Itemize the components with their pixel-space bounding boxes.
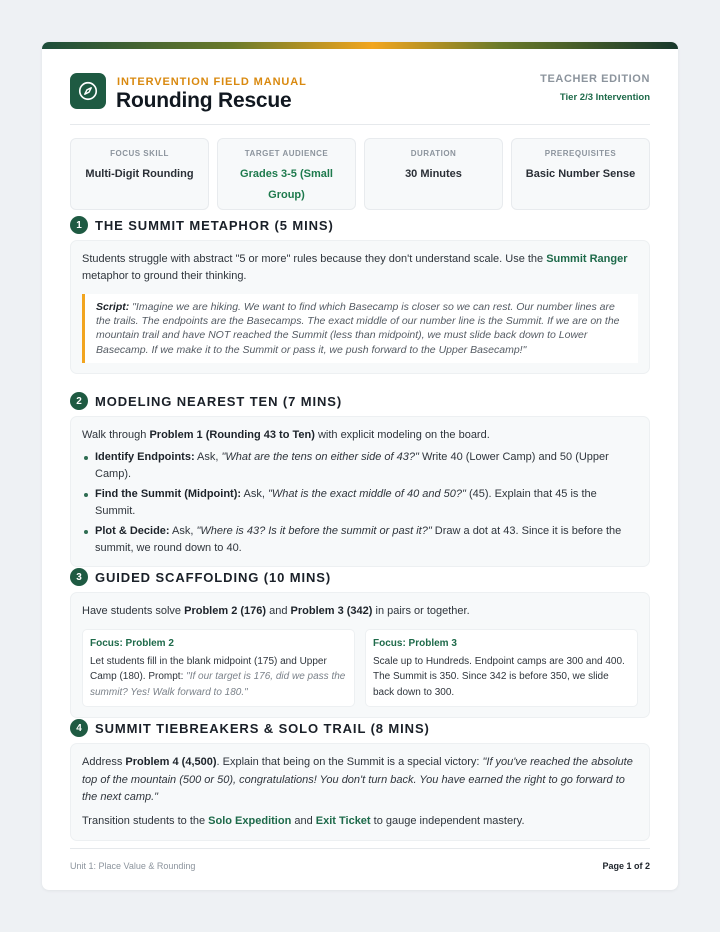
section-3-intro xyxy=(82,603,638,620)
section-2-body xyxy=(70,416,650,567)
header-divider xyxy=(70,124,650,125)
stat-duration xyxy=(364,138,503,210)
card-prompt: "If our target is 176, did we pass the summit? Yes! Walk forward to 180." xyxy=(90,671,346,698)
page-header xyxy=(70,73,650,125)
stat-label: DURATION xyxy=(410,149,457,158)
stat-value: Basic Number Sense xyxy=(525,168,636,180)
step-head: Find the Summit (Midpoint): xyxy=(95,488,242,500)
stat-target-audience xyxy=(217,138,356,210)
stat-label: PREREQUISITES xyxy=(544,149,617,158)
list-item xyxy=(82,523,638,556)
section-1-heading xyxy=(70,215,334,235)
stats-row xyxy=(70,138,650,210)
section-number: 2 xyxy=(70,392,88,410)
accent-bar xyxy=(42,42,678,49)
stat-value: Multi-Digit Rounding xyxy=(85,168,194,180)
focus-problem-3-card xyxy=(365,629,638,707)
footer-page-number: Page 1 of 2 xyxy=(602,861,650,871)
section-1-body xyxy=(70,240,650,374)
card-title: Focus: Problem 2 xyxy=(90,638,174,649)
section-number: 3 xyxy=(70,568,88,586)
intro-text: with explicit modeling on the board. xyxy=(314,429,490,441)
summit-ranger-highlight: Summit Ranger xyxy=(546,253,628,265)
step-head: Identify Endpoints: xyxy=(95,451,195,463)
paragraph-text: and xyxy=(291,814,316,827)
section-title: MODELING NEAREST TEN (7 MINS) xyxy=(95,393,343,409)
section-4-paragraph-2 xyxy=(82,813,638,830)
problem-3-ref: Problem 3 (342) xyxy=(290,605,373,617)
paragraph-text: Transition students to the xyxy=(82,814,209,827)
manual-page xyxy=(42,42,678,890)
step-text: Draw a dot at 43. Since it is before the summit, we round down to 40. xyxy=(95,525,622,554)
intro-text: Walk through xyxy=(82,429,150,441)
section-title: GUIDED SCAFFOLDING (10 MINS) xyxy=(95,569,332,585)
intro-text: metaphor to ground their thinking. xyxy=(82,270,247,282)
section-2-heading xyxy=(70,391,342,411)
card-title: Focus: Problem 3 xyxy=(373,638,457,649)
section-title: THE SUMMIT METAPHOR (5 MINS) xyxy=(95,217,334,233)
stat-prerequisites xyxy=(511,138,650,210)
step-head: Plot & Decide: xyxy=(95,525,170,537)
list-item xyxy=(82,449,638,482)
section-4-heading xyxy=(70,718,430,738)
footer-divider xyxy=(70,848,650,849)
modeling-steps xyxy=(82,449,638,556)
focus-columns xyxy=(82,629,638,707)
section-4-paragraph-1 xyxy=(82,754,638,807)
paragraph-text: to gauge independent mastery. xyxy=(370,814,525,827)
stat-label: TARGET AUDIENCE xyxy=(244,149,329,158)
intro-text: Have students solve xyxy=(82,605,185,617)
step-text: (45). Explain that 45 is the Summit. xyxy=(95,488,597,517)
edition-label: TEACHER EDITION xyxy=(540,73,650,85)
section-1-intro xyxy=(82,251,638,285)
step-quote: "What are the tens on either side of 43?" xyxy=(221,451,419,463)
intro-text: in pairs or together. xyxy=(372,605,470,617)
exit-ticket-highlight: Exit Ticket xyxy=(315,814,371,827)
paragraph-text: . Explain that being on the Summit is a special victory: xyxy=(216,756,483,768)
step-quote: "Where is 43? Is it before the summit or past it?" xyxy=(196,525,432,537)
step-text: Write 40 (Lower Camp) and 50 (Upper Camp). xyxy=(95,451,609,480)
card-body: Scale up to Hundreds. Endpoint camps are 300 and 400. The Summit is 350. Since 342 is before 350, we slide back down to 300. xyxy=(373,655,625,698)
card-body: Let students fill in the blank midpoint (175) and Upper Camp (180). Prompt: xyxy=(90,655,327,682)
stat-label: FOCUS SKILL xyxy=(110,149,169,158)
list-item xyxy=(82,486,638,519)
section-number: 4 xyxy=(70,719,88,737)
intro-text: and xyxy=(266,605,291,617)
step-text: Ask, xyxy=(194,451,222,463)
stat-focus-skill xyxy=(70,138,209,210)
problem-4-ref: Problem 4 (4,500) xyxy=(125,756,217,768)
paragraph-text: Address xyxy=(82,756,126,768)
page-title: Rounding Rescue xyxy=(116,89,292,112)
card-text xyxy=(90,654,347,701)
section-3-body xyxy=(70,592,650,718)
step-text: Ask, xyxy=(241,488,268,500)
section-number: 1 xyxy=(70,216,88,234)
step-text: Ask, xyxy=(169,525,197,537)
script-text: "Imagine we are hiking. We want to find which Basecamp is closer so we can rest. Our number lines are the trails. The endpoints are the Basecamps. The exact middle of our number line is the Summit. If we are on the mountain trail and have NOT reached the Summit (less than midpoint), we must slide back down to Lower Basecamp. If we make it to the Summit or pass it, we push forward to the Upper Basecamp!" xyxy=(96,301,620,356)
focus-problem-2-card xyxy=(82,629,355,707)
section-3-heading xyxy=(70,567,331,587)
paragraph-quote: "If you've reached the absolute top of the mountain (500 or 50), congratulations! You don't turn back. You have earned the right to go forward to the next camp." xyxy=(82,756,633,803)
problem-2-ref: Problem 2 (176) xyxy=(184,605,267,617)
stat-value: Grades 3-5 (Small Group) xyxy=(240,168,333,201)
script-label: Script: xyxy=(96,301,130,313)
compass-icon xyxy=(70,73,106,109)
section-title: SUMMIT TIEBREAKERS & SOLO TRAIL (8 MINS) xyxy=(95,720,430,736)
footer-unit: Unit 1: Place Value & Rounding xyxy=(70,861,196,871)
intro-text: Students struggle with abstract "5 or more" rules because they don't understand scale. Use the xyxy=(82,253,547,265)
stat-value: 30 Minutes xyxy=(405,168,462,180)
solo-expedition-highlight: Solo Expedition xyxy=(208,814,292,827)
manual-kicker: INTERVENTION FIELD MANUAL xyxy=(117,76,307,88)
teacher-script xyxy=(82,294,638,363)
step-quote: "What is the exact middle of 40 and 50?" xyxy=(267,488,466,500)
section-4-body xyxy=(70,743,650,841)
tier-label: Tier 2/3 Intervention xyxy=(559,92,650,103)
problem-1-ref: Problem 1 (Rounding 43 to Ten) xyxy=(149,429,315,441)
section-2-intro xyxy=(82,427,638,444)
